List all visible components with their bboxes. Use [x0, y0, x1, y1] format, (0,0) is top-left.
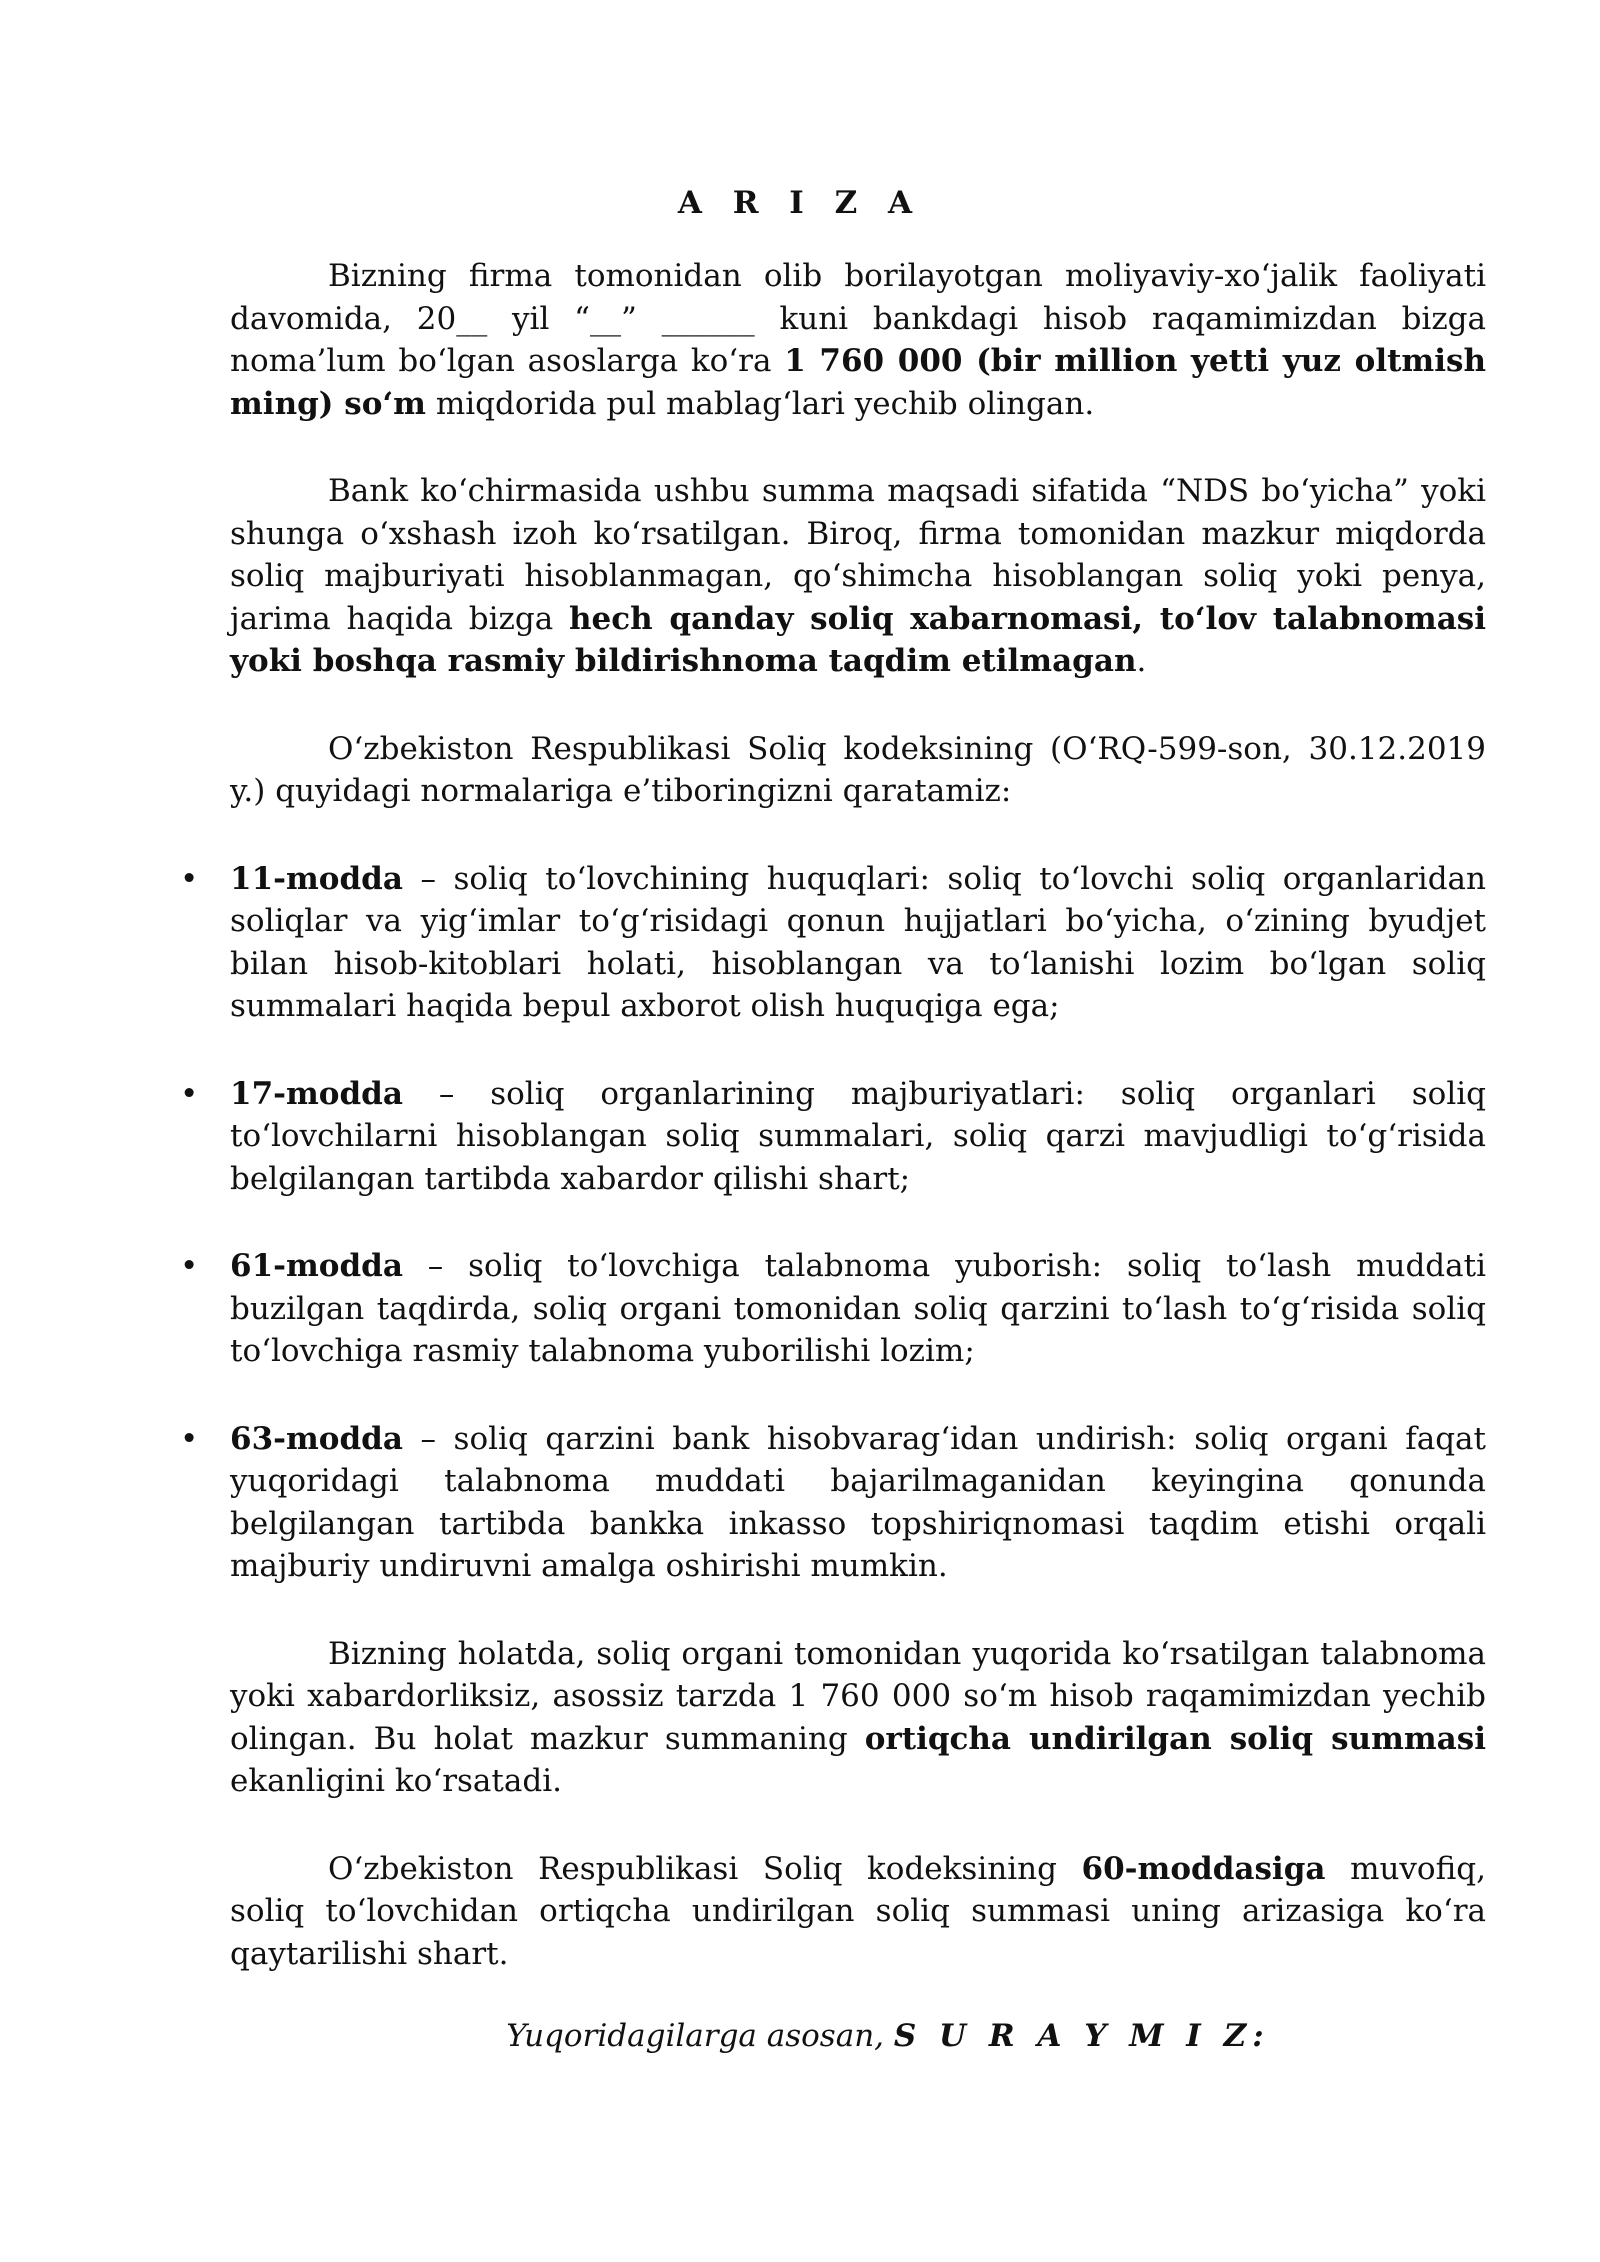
closing-line: [230, 2015, 1486, 2058]
paragraph-1-text-before: Bizning firma tomonidan olib borilayotgan moliyaviy-xo‘jalik faoliyati davomida, 20__ yil “__” ______ kuni bankdagi hisob raqamimizdan bizga noma’lum bo‘lgan asoslarga ko‘ra: [230, 258, 1486, 379]
closing-text: Yuqoridagilarga asosan,: [506, 2018, 894, 2054]
article-number: 17-modda: [230, 1075, 403, 1112]
article-number: 11-modda: [230, 860, 403, 897]
paragraph-2-emphasis: hech qanday soliq xabarnomasi, to‘lov talabnomasi yoki boshqa rasmiy bildirishnoma taqdim etilmagan: [230, 600, 1487, 679]
paragraph-5-text-before: O‘zbekiston Respublikasi Soliq kodeksining: [328, 1850, 1082, 1887]
document-title: A R I Z A: [677, 185, 923, 221]
articles-list: [180, 858, 1486, 1588]
paragraph-3: O‘zbekiston Respublikasi Soliq kodeksining (O‘RQ-599-son, 30.12.2019 y.) quyidagi normalariga e’tiboringizni qaratamiz:: [230, 730, 1486, 809]
paragraph-5-article-ref: 60-moddasiga: [1081, 1850, 1326, 1887]
bullet-icon: •: [180, 1075, 199, 1112]
paragraph-2: [230, 470, 1486, 683]
list-item-article-17: [180, 1073, 1486, 1201]
paragraph-1-amount: 1 760 000 (bir million yetti yuz oltmish ming) so‘m: [230, 343, 1486, 422]
article-text: – soliq to‘lovchiga talabnoma yuborish: soliq to‘lash muddati buzilgan taqdirda, soliq organi tomonidan soliq qarzini to‘lash to‘g‘risida soliq to‘lovchiga rasmiy talabnoma yuborilishi lozim;: [230, 1248, 1486, 1369]
paragraph-4-text-before: Bizning holatda, soliq organi tomonidan yuqorida ko‘rsatilgan talabnoma yoki xabardorliksiz, asossiz tarzda 1 760 000 so‘m hisob raqamimizdan yechib olingan. Bu holat mazkur summaning: [230, 1635, 1486, 1757]
article-number: 63-modda: [230, 1420, 403, 1457]
paragraph-1-text-after: miqdorida pul mablag‘lari yechib olingan.: [425, 385, 1095, 422]
bullet-icon: •: [180, 860, 199, 897]
paragraph-4-emphasis: ortiqcha undirilgan soliq summasi: [864, 1720, 1486, 1757]
list-item-article-63: [180, 1418, 1486, 1588]
list-item-article-11: [180, 858, 1486, 1028]
bullet-icon: •: [180, 1420, 199, 1457]
document-body: [180, 255, 1487, 2058]
article-text: – soliq to‘lovchining huquqlari: soliq to‘lovchi soliq organlaridan soliqlar va yig‘imlar to‘g‘risidagi qonun hujjatlari bo‘yicha, o‘zining byudjet bilan hisob-kitoblari holati, hisoblangan va to‘lanishi lozim bo‘lgan soliq summalari haqida bepul axborot olish huquqiga ega;: [230, 860, 1486, 1024]
paragraph-5-text-after: muvofiq, soliq to‘lovchidan ortiqcha undirilgan soliq summasi uning arizasiga ko‘ra qaytarilishi shart.: [230, 1850, 1486, 1972]
article-text: – soliq qarzini bank hisobvarag‘idan undirish: soliq organi faqat yuqoridagi talabnoma muddati bajarilmaganidan keyingina qonunda belgilangan tartibda bankka inkasso topshiriqnomasi taqdim etishi orqali majburiy undiruvni amalga oshirishi mumkin.: [230, 1420, 1486, 1584]
list-item-article-61: [180, 1245, 1486, 1373]
paragraph-1: [230, 255, 1486, 425]
paragraph-2-text-after: .: [1136, 643, 1147, 679]
article-number: 61-modda: [230, 1248, 403, 1284]
paragraph-2-text-before: Bank ko‘chirmasida ushbu summa maqsadi sifatida “NDS bo‘yicha” yoki shunga o‘xshash izoh ko‘rsatilgan. Biroq, firma tomonidan mazkur miqdorda soliq majburiyati hisoblanmagan, qo‘shimcha hisoblangan soliq yoki penya, jarima haqida bizga: [230, 473, 1486, 637]
article-text: – soliq organlarining majburiyatlari: soliq organlari soliq to‘lovchilarni hisoblangan soliq summalari, soliq qarzi mavjudligi to‘g‘risida belgilangan tartibda xabardor qilishi shart;: [230, 1075, 1486, 1197]
paragraph-4-text-after: ekanligini ko‘rsatadi.: [230, 1763, 562, 1799]
paragraph-4: [230, 1633, 1486, 1803]
bullet-icon: •: [180, 1248, 199, 1284]
paragraph-5: [230, 1848, 1486, 1976]
request-word: S U R A Y M I Z:: [893, 2018, 1270, 2054]
